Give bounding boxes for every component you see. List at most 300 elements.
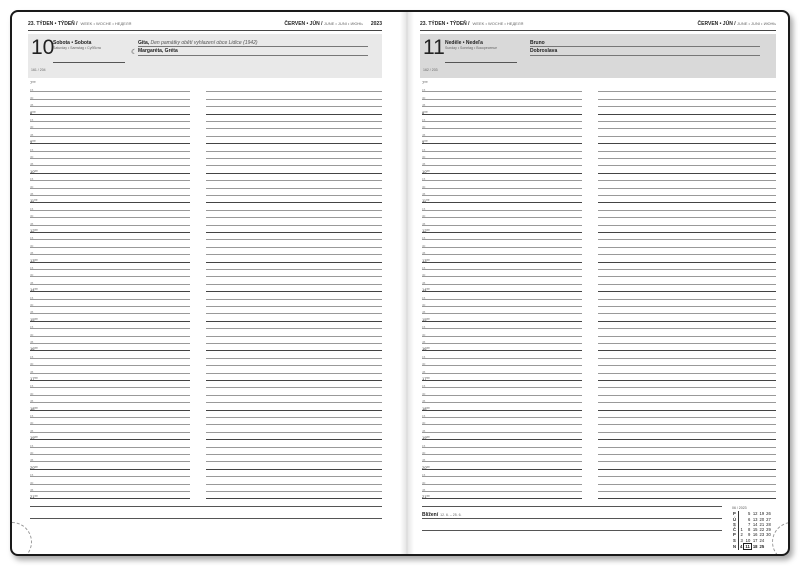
- calendar-day[interactable]: 6: [747, 516, 751, 522]
- time-slot-line[interactable]: [598, 328, 776, 329]
- time-slot-line[interactable]: [422, 202, 582, 203]
- time-slot-line[interactable]: [422, 410, 582, 411]
- calendar-day[interactable]: 18: [752, 544, 758, 550]
- note-line[interactable]: [30, 518, 382, 519]
- hour-label: 21⁰⁰: [30, 494, 38, 500]
- time-slot-line[interactable]: [30, 195, 190, 196]
- time-slot-line[interactable]: [422, 476, 582, 477]
- time-slot-line[interactable]: [422, 395, 582, 396]
- time-slot-line[interactable]: [30, 225, 190, 226]
- time-slot-line[interactable]: [598, 321, 776, 322]
- time-slot-line[interactable]: [206, 195, 382, 196]
- week-label: 23. TÝDEN • TÝDEŇ / WEEK • WOCHE • НЕДЕЛЯ: [420, 21, 524, 27]
- time-slot-line[interactable]: [422, 247, 582, 248]
- time-slot-line[interactable]: [206, 476, 382, 477]
- time-slot-line[interactable]: [598, 143, 776, 144]
- time-slot-line[interactable]: [598, 151, 776, 152]
- calendar-day[interactable]: 26: [766, 511, 771, 517]
- time-slot-line[interactable]: [598, 225, 776, 226]
- time-slot-line[interactable]: [598, 358, 776, 359]
- time-slot-line[interactable]: [422, 225, 582, 226]
- minute-label: 30: [30, 391, 34, 396]
- time-slot-line[interactable]: [30, 336, 190, 337]
- time-slot-line[interactable]: [598, 262, 776, 263]
- minute-label: 45: [30, 103, 34, 108]
- minute-label: 30: [30, 421, 34, 426]
- time-slot-line[interactable]: [422, 276, 582, 277]
- time-slot-line[interactable]: [422, 143, 582, 144]
- time-slot-line[interactable]: [30, 350, 190, 351]
- time-slot-line[interactable]: [422, 158, 582, 159]
- time-slot-line[interactable]: [206, 158, 382, 159]
- time-slot-line[interactable]: [30, 106, 190, 107]
- time-slot-line[interactable]: [30, 91, 190, 92]
- time-slot-line[interactable]: [598, 387, 776, 388]
- time-slot-line[interactable]: [422, 447, 582, 448]
- time-slot-line[interactable]: [30, 180, 190, 181]
- time-slot-line[interactable]: [30, 395, 190, 396]
- time-slot-line[interactable]: [30, 447, 190, 448]
- time-slot-line[interactable]: [598, 336, 776, 337]
- time-slot-line[interactable]: [598, 136, 776, 137]
- time-slot-line[interactable]: [206, 484, 382, 485]
- time-slot-line[interactable]: [422, 284, 582, 285]
- time-slot-line[interactable]: [422, 491, 582, 492]
- time-slot-line[interactable]: [30, 165, 190, 166]
- time-slot-line[interactable]: [206, 262, 382, 263]
- time-slot-line[interactable]: [422, 299, 582, 300]
- time-slot-line[interactable]: [30, 99, 190, 100]
- time-slot-line[interactable]: [422, 99, 582, 100]
- hour-label: 13⁰⁰: [30, 257, 38, 263]
- calendar-day[interactable]: 11: [745, 544, 750, 550]
- minute-label: 30: [422, 332, 426, 337]
- time-slot-line[interactable]: [30, 491, 190, 492]
- time-slot-line[interactable]: [30, 402, 190, 403]
- minute-label: 45: [422, 162, 426, 167]
- time-slot-line[interactable]: [206, 210, 382, 211]
- time-slot-line[interactable]: [422, 380, 582, 381]
- calendar-day[interactable]: [765, 544, 772, 550]
- calendar-day[interactable]: 3: [740, 538, 743, 544]
- calendar-day[interactable]: 9: [747, 532, 751, 538]
- time-slot-line[interactable]: [206, 336, 382, 337]
- time-slot-line[interactable]: [598, 276, 776, 277]
- minute-label: 30: [422, 303, 426, 307]
- time-slot-line[interactable]: [206, 276, 382, 277]
- time-slot-line[interactable]: [30, 417, 190, 418]
- time-slot-line[interactable]: [422, 91, 582, 92]
- time-slot-line[interactable]: [598, 291, 776, 292]
- calendar-day[interactable]: 8: [747, 527, 751, 533]
- time-slot-line[interactable]: [422, 402, 582, 403]
- time-slot-line[interactable]: [206, 180, 382, 181]
- time-slot-line[interactable]: [598, 269, 776, 270]
- time-slot-line[interactable]: [206, 343, 382, 344]
- time-slot-line[interactable]: [422, 128, 582, 129]
- time-slot-line[interactable]: [30, 188, 190, 189]
- time-slot-line[interactable]: [422, 484, 582, 485]
- hour-label: 9⁰⁰: [30, 139, 36, 145]
- time-slot-line[interactable]: [30, 454, 190, 455]
- time-slot-line[interactable]: [598, 247, 776, 248]
- day-translation: Saturday • Samstag • Суббота: [53, 46, 101, 50]
- time-slot-line[interactable]: [598, 380, 776, 381]
- time-slot-line[interactable]: [30, 210, 190, 211]
- minute-label: 45: [30, 280, 34, 285]
- time-slot-line[interactable]: [30, 306, 190, 307]
- minute-label: 30: [30, 155, 34, 159]
- time-slot-line[interactable]: [598, 343, 776, 344]
- calendar-day[interactable]: 2: [740, 532, 743, 538]
- time-slot-line[interactable]: [206, 143, 382, 144]
- note-line[interactable]: [422, 530, 722, 531]
- calendar-day[interactable]: 20: [759, 516, 765, 522]
- time-slot-line[interactable]: [206, 491, 382, 492]
- time-slot-line[interactable]: [422, 217, 582, 218]
- time-slot-line[interactable]: [422, 306, 582, 307]
- time-slot-line[interactable]: [30, 469, 190, 470]
- hour-label: 16⁰⁰: [422, 346, 430, 352]
- day-underline: [445, 62, 517, 63]
- time-slot-line[interactable]: [206, 402, 382, 403]
- book-spine: [400, 12, 414, 554]
- time-slot-line[interactable]: [598, 395, 776, 396]
- time-slot-line[interactable]: [206, 254, 382, 255]
- time-slot-line[interactable]: [422, 469, 582, 470]
- time-slot-line[interactable]: [30, 136, 190, 137]
- time-slot-line[interactable]: [30, 410, 190, 411]
- time-slot-line[interactable]: [30, 291, 190, 292]
- calendar-day[interactable]: 1: [740, 527, 743, 533]
- time-slot-line[interactable]: [206, 284, 382, 285]
- time-slot-line[interactable]: [422, 454, 582, 455]
- time-slot-line[interactable]: [206, 306, 382, 307]
- time-slot-line[interactable]: [206, 358, 382, 359]
- minute-label: 45: [422, 488, 426, 492]
- time-slot-line[interactable]: [206, 373, 382, 374]
- minute-label: 30: [422, 273, 426, 278]
- minute-label: 45: [30, 399, 34, 404]
- hourly-schedule-right: [422, 80, 778, 524]
- time-slot-line[interactable]: [598, 210, 776, 211]
- time-slot-line[interactable]: [422, 151, 582, 152]
- minute-label: 15: [422, 118, 426, 122]
- calendar-day[interactable]: 19: [759, 511, 765, 517]
- time-slot-line[interactable]: [206, 151, 382, 152]
- time-slot-line[interactable]: [30, 128, 190, 129]
- time-slot-line[interactable]: [598, 350, 776, 351]
- time-slot-line[interactable]: [206, 269, 382, 270]
- time-slot-line[interactable]: [30, 217, 190, 218]
- time-slot-line[interactable]: [30, 313, 190, 314]
- time-slot-line[interactable]: [422, 239, 582, 240]
- minute-label: 45: [422, 369, 426, 374]
- time-slot-line[interactable]: [30, 269, 190, 270]
- time-slot-line[interactable]: [422, 343, 582, 344]
- time-slot-line[interactable]: [598, 365, 776, 366]
- time-slot-line[interactable]: [422, 424, 582, 425]
- time-slot-line[interactable]: [30, 498, 190, 499]
- time-slot-line[interactable]: [206, 99, 382, 100]
- time-slot-line[interactable]: [598, 484, 776, 485]
- time-slot-line[interactable]: [422, 121, 582, 122]
- time-slot-line[interactable]: [206, 121, 382, 122]
- time-slot-line[interactable]: [422, 417, 582, 418]
- time-slot-line[interactable]: [206, 365, 382, 366]
- calendar-day[interactable]: 4: [740, 544, 743, 550]
- time-slot-line[interactable]: [422, 358, 582, 359]
- time-slot-line[interactable]: [206, 410, 382, 411]
- time-slot-line[interactable]: [422, 498, 582, 499]
- time-slot-line[interactable]: [422, 173, 582, 174]
- time-slot-line[interactable]: [206, 328, 382, 329]
- minute-label: 45: [30, 428, 34, 433]
- note-line[interactable]: [422, 518, 722, 519]
- time-slot-line[interactable]: [598, 491, 776, 492]
- left-page: [12, 12, 400, 554]
- time-slot-line[interactable]: [30, 202, 190, 203]
- time-slot-line[interactable]: [30, 173, 190, 174]
- calendar-day[interactable]: 25: [759, 544, 765, 550]
- calendar-day[interactable]: 28: [766, 521, 771, 527]
- calendar-day[interactable]: 17: [752, 538, 758, 544]
- time-slot-line[interactable]: [422, 439, 582, 440]
- calendar-day[interactable]: 30: [766, 532, 771, 538]
- time-slot-line[interactable]: [206, 291, 382, 292]
- time-slot-line[interactable]: [598, 128, 776, 129]
- time-slot-line[interactable]: [206, 432, 382, 433]
- minute-label: 15: [422, 473, 426, 478]
- time-slot-line[interactable]: [206, 299, 382, 300]
- time-slot-line[interactable]: [422, 269, 582, 270]
- time-slot-line[interactable]: [598, 195, 776, 196]
- minute-label: 45: [422, 310, 426, 315]
- time-slot-line[interactable]: [206, 217, 382, 218]
- time-slot-line[interactable]: [206, 350, 382, 351]
- time-slot-line[interactable]: [206, 424, 382, 425]
- calendar-day[interactable]: 21: [759, 521, 765, 527]
- time-slot-line[interactable]: [30, 328, 190, 329]
- time-slot-line[interactable]: [598, 432, 776, 433]
- time-slot-line[interactable]: [206, 469, 382, 470]
- time-slot-line[interactable]: [598, 373, 776, 374]
- time-slot-line[interactable]: [206, 247, 382, 248]
- time-slot-line[interactable]: [598, 447, 776, 448]
- time-slot-line[interactable]: [30, 321, 190, 322]
- time-slot-line[interactable]: [206, 321, 382, 322]
- time-slot-line[interactable]: [598, 91, 776, 92]
- time-slot-line[interactable]: [206, 165, 382, 166]
- time-slot-line[interactable]: [598, 439, 776, 440]
- time-slot-line[interactable]: [422, 432, 582, 433]
- calendar-day[interactable]: 10: [745, 537, 751, 543]
- time-slot-line[interactable]: [598, 469, 776, 470]
- time-slot-line[interactable]: [598, 158, 776, 159]
- time-slot-line[interactable]: [598, 106, 776, 107]
- weekday-label: P: [732, 532, 739, 537]
- time-slot-line[interactable]: [422, 210, 582, 211]
- time-slot-line[interactable]: [422, 254, 582, 255]
- time-slot-line[interactable]: [598, 424, 776, 425]
- time-slot-line[interactable]: [206, 232, 382, 233]
- time-slot-line[interactable]: [30, 461, 190, 462]
- time-slot-line[interactable]: [422, 313, 582, 314]
- time-slot-line[interactable]: [422, 232, 582, 233]
- time-slot-line[interactable]: [422, 165, 582, 166]
- time-slot-line[interactable]: [422, 195, 582, 196]
- time-slot-line[interactable]: [598, 284, 776, 285]
- time-slot-line[interactable]: [30, 232, 190, 233]
- time-slot-line[interactable]: [30, 358, 190, 359]
- time-slot-line[interactable]: [598, 202, 776, 203]
- time-slot-line[interactable]: [206, 202, 382, 203]
- time-slot-line[interactable]: [206, 239, 382, 240]
- day-count: 162 / 203: [423, 68, 438, 72]
- hour-label: 9⁰⁰: [422, 139, 428, 145]
- time-slot-line[interactable]: [30, 380, 190, 381]
- time-slot-line[interactable]: [30, 387, 190, 388]
- minute-label: 45: [422, 221, 426, 226]
- time-slot-line[interactable]: [422, 106, 582, 107]
- calendar-day[interactable]: 16: [752, 532, 758, 538]
- calendar-day[interactable]: 22: [759, 527, 765, 533]
- time-slot-line[interactable]: [206, 461, 382, 462]
- time-slot-line[interactable]: [422, 136, 582, 137]
- time-slot-line[interactable]: [30, 476, 190, 477]
- minute-label: 15: [30, 266, 34, 270]
- time-slot-line[interactable]: [30, 247, 190, 248]
- day-count: 161 / 204: [31, 68, 46, 72]
- time-slot-line[interactable]: [598, 99, 776, 100]
- time-slot-line[interactable]: [598, 417, 776, 418]
- minute-label: 15: [30, 443, 34, 448]
- time-slot-line[interactable]: [206, 225, 382, 226]
- time-slot-line[interactable]: [206, 417, 382, 418]
- time-slot-line[interactable]: [598, 173, 776, 174]
- time-slot-line[interactable]: [598, 402, 776, 403]
- minute-label: 45: [30, 369, 34, 374]
- calendar-day[interactable]: 14: [752, 521, 758, 527]
- time-slot-line[interactable]: [422, 291, 582, 292]
- time-slot-line[interactable]: [30, 432, 190, 433]
- time-slot-line[interactable]: [206, 313, 382, 314]
- time-slot-line[interactable]: [422, 328, 582, 329]
- time-slot-line[interactable]: [30, 158, 190, 159]
- time-slot-line[interactable]: [422, 262, 582, 263]
- calendar-day[interactable]: 13: [752, 516, 758, 522]
- time-slot-line[interactable]: [30, 276, 190, 277]
- time-slot-line[interactable]: [30, 343, 190, 344]
- time-slot-line[interactable]: [422, 321, 582, 322]
- note-line[interactable]: [30, 506, 382, 507]
- time-slot-line[interactable]: [30, 424, 190, 425]
- time-slot-line[interactable]: [30, 151, 190, 152]
- time-slot-line[interactable]: [598, 306, 776, 307]
- calendar-day[interactable]: 15: [752, 527, 758, 533]
- time-slot-line[interactable]: [206, 91, 382, 92]
- time-slot-line[interactable]: [422, 114, 582, 115]
- calendar-day[interactable]: 27: [766, 516, 771, 522]
- time-slot-line[interactable]: [422, 350, 582, 351]
- nameday-cz: Bruno: [530, 40, 545, 46]
- time-slot-line[interactable]: [206, 106, 382, 107]
- time-slot-line[interactable]: [206, 114, 382, 115]
- time-slot-line[interactable]: [422, 365, 582, 366]
- time-slot-line[interactable]: [422, 188, 582, 189]
- time-slot-line[interactable]: [30, 365, 190, 366]
- time-slot-line[interactable]: [30, 262, 190, 263]
- time-slot-line[interactable]: [30, 143, 190, 144]
- time-slot-line[interactable]: [30, 114, 190, 115]
- time-slot-line[interactable]: [422, 180, 582, 181]
- mini-calendar-header: 06 / 2023: [732, 506, 747, 510]
- time-slot-line[interactable]: [598, 121, 776, 122]
- time-slot-line[interactable]: [598, 498, 776, 499]
- time-slot-line[interactable]: [598, 454, 776, 455]
- note-line[interactable]: [422, 506, 722, 507]
- time-slot-line[interactable]: [30, 239, 190, 240]
- time-slot-line[interactable]: [206, 128, 382, 129]
- calendar-day[interactable]: 23: [759, 532, 765, 538]
- time-slot-line[interactable]: [30, 373, 190, 374]
- time-slot-line[interactable]: [598, 476, 776, 477]
- time-slot-line[interactable]: [30, 121, 190, 122]
- time-slot-line[interactable]: [422, 373, 582, 374]
- time-slot-line[interactable]: [30, 484, 190, 485]
- time-slot-line[interactable]: [422, 336, 582, 337]
- time-slot-line[interactable]: [598, 239, 776, 240]
- time-slot-line[interactable]: [422, 387, 582, 388]
- calendar-day[interactable]: 24: [759, 538, 765, 544]
- calendar-day[interactable]: 5: [747, 511, 751, 517]
- time-slot-line[interactable]: [598, 114, 776, 115]
- time-slot-line[interactable]: [30, 439, 190, 440]
- time-slot-line[interactable]: [206, 380, 382, 381]
- minute-label: 15: [30, 295, 34, 300]
- time-slot-line[interactable]: [422, 461, 582, 462]
- time-slot-line[interactable]: [206, 188, 382, 189]
- day-header-box: [420, 34, 776, 78]
- time-slot-line[interactable]: [206, 387, 382, 388]
- time-slot-line[interactable]: [598, 188, 776, 189]
- time-slot-line[interactable]: [206, 447, 382, 448]
- time-slot-line[interactable]: [598, 180, 776, 181]
- calendar-day[interactable]: 12: [752, 511, 758, 517]
- time-slot-line[interactable]: [598, 410, 776, 411]
- time-slot-line[interactable]: [30, 284, 190, 285]
- time-slot-line[interactable]: [598, 254, 776, 255]
- mini-calendar-table: [732, 511, 772, 550]
- time-slot-line[interactable]: [598, 299, 776, 300]
- time-slot-line[interactable]: [598, 232, 776, 233]
- time-slot-line[interactable]: [30, 254, 190, 255]
- time-slot-line[interactable]: [206, 498, 382, 499]
- time-slot-line[interactable]: [206, 439, 382, 440]
- time-slot-line[interactable]: [598, 217, 776, 218]
- calendar-day[interactable]: 7: [747, 521, 751, 527]
- time-slot-line[interactable]: [598, 461, 776, 462]
- time-slot-line[interactable]: [206, 395, 382, 396]
- time-slot-line[interactable]: [30, 299, 190, 300]
- time-slot-line[interactable]: [206, 454, 382, 455]
- time-slot-line[interactable]: [206, 136, 382, 137]
- calendar-day[interactable]: 29: [766, 527, 771, 533]
- time-slot-line[interactable]: [598, 165, 776, 166]
- time-slot-line[interactable]: [206, 173, 382, 174]
- weekday-label: S: [732, 522, 739, 527]
- time-slot-line[interactable]: [598, 313, 776, 314]
